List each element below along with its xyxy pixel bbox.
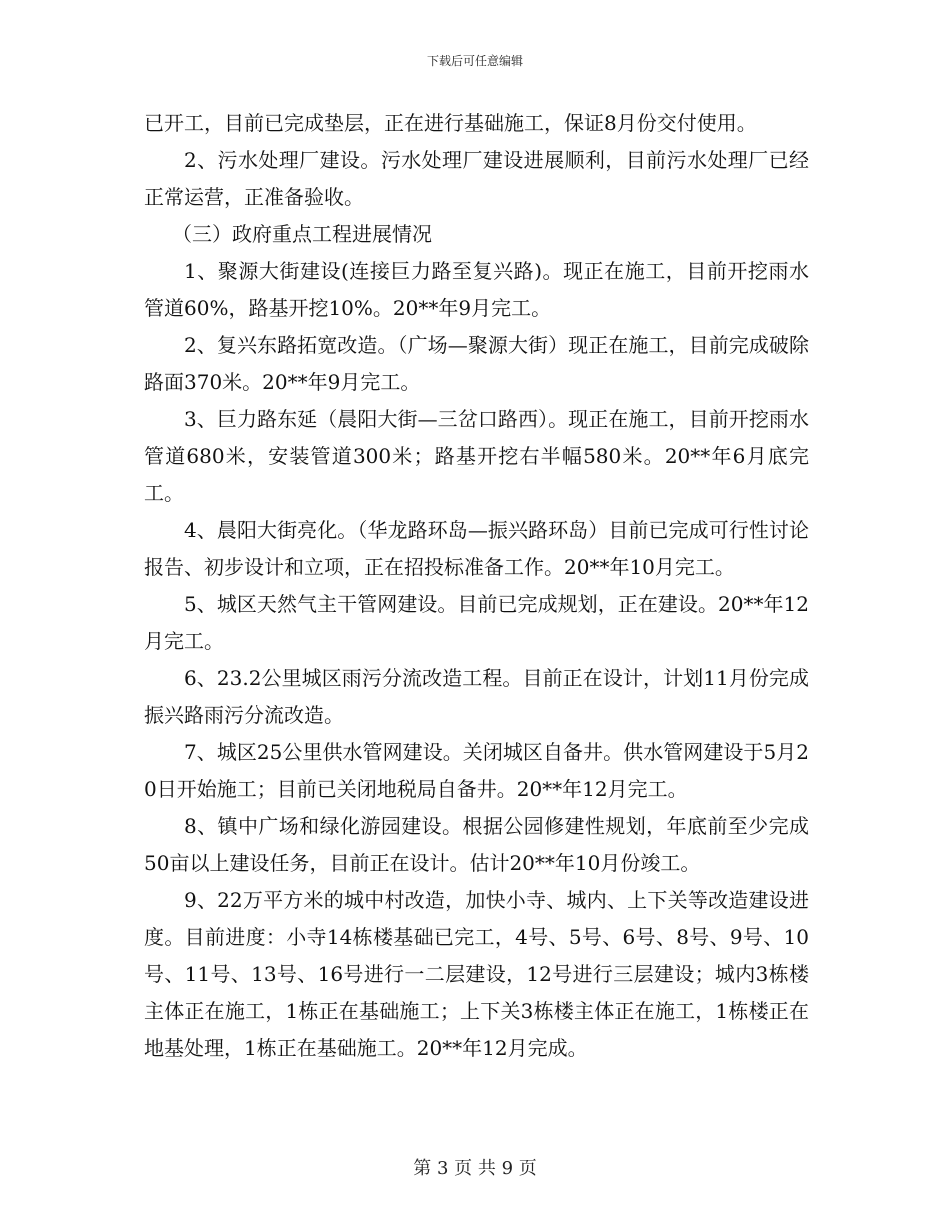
paragraph: 5、城区天然气主干管网建设。目前已完成规划，正在建设。20**年12月完工。	[144, 592, 809, 653]
paragraph: 3、巨力路东延（晨阳大街—三岔口路西）。现正在施工，目前开挖雨水管道680米，安装管道300米；路基开挖右半幅580米。20**年6月底完工。	[144, 407, 809, 505]
paragraph: 4、晨阳大街亮化。（华龙路环岛—振兴路环岛）目前已完成可行性讨论报告、初步设计和立项，正在招投标准备工作。20**年10月完工。	[144, 518, 809, 579]
paragraph: 9、22万平方米的城中村改造，加快小寺、城内、上下关等改造建设进度。目前进度：小寺14栋楼基础已完工，4号、5号、6号、8号、9号、10号、11号、13号、16号进行一二层建设，12号进行三层建设；城内3栋楼主体正在施工，1栋正在基础施工；上下关3栋楼主体正在施工，1栋楼正在地基处理，1栋正在基础施工。20**年12月完成。	[144, 888, 809, 1060]
page-footer: 第 3 页 共 9 页	[413, 1158, 537, 1179]
page-header: 下载后可任意编辑	[426, 54, 523, 68]
paragraph: 7、城区25公里供水管网建设。关闭城区自备井。供水管网建设于5月20日开始施工；目前已关闭地税局自备井。20**年12月完工。	[144, 740, 809, 801]
section-heading: （三）政府重点工程进展情况	[172, 222, 432, 246]
paragraph: 1、聚源大街建设(连接巨力路至复兴路)。现正在施工，目前开挖雨水管道60%，路基开挖10%。20**年9月完工。	[144, 259, 809, 320]
paragraph: 已开工，目前已完成垫层，正在进行基础施工，保证8月份交付使用。	[144, 111, 757, 135]
paragraph: 6、23.2公里城区雨污分流改造工程。目前正在设计，计划11月份完成振兴路雨污分流改造。	[144, 666, 809, 727]
paragraph: 8、镇中广场和绿化游园建设。根据公园修建性规划，年底前至少完成50亩以上建设任务，目前正在设计。估计20**年10月份竣工。	[144, 814, 809, 875]
paragraph: 2、污水处理厂建设。污水处理厂建设进展顺利，目前污水处理厂已经正常运营，正准备验收。	[144, 148, 809, 209]
document-body	[144, 105, 809, 1067]
paragraph: 2、复兴东路拓宽改造。（广场—聚源大街）现正在施工，目前完成破除路面370米。20**年9月完工。	[144, 333, 809, 394]
